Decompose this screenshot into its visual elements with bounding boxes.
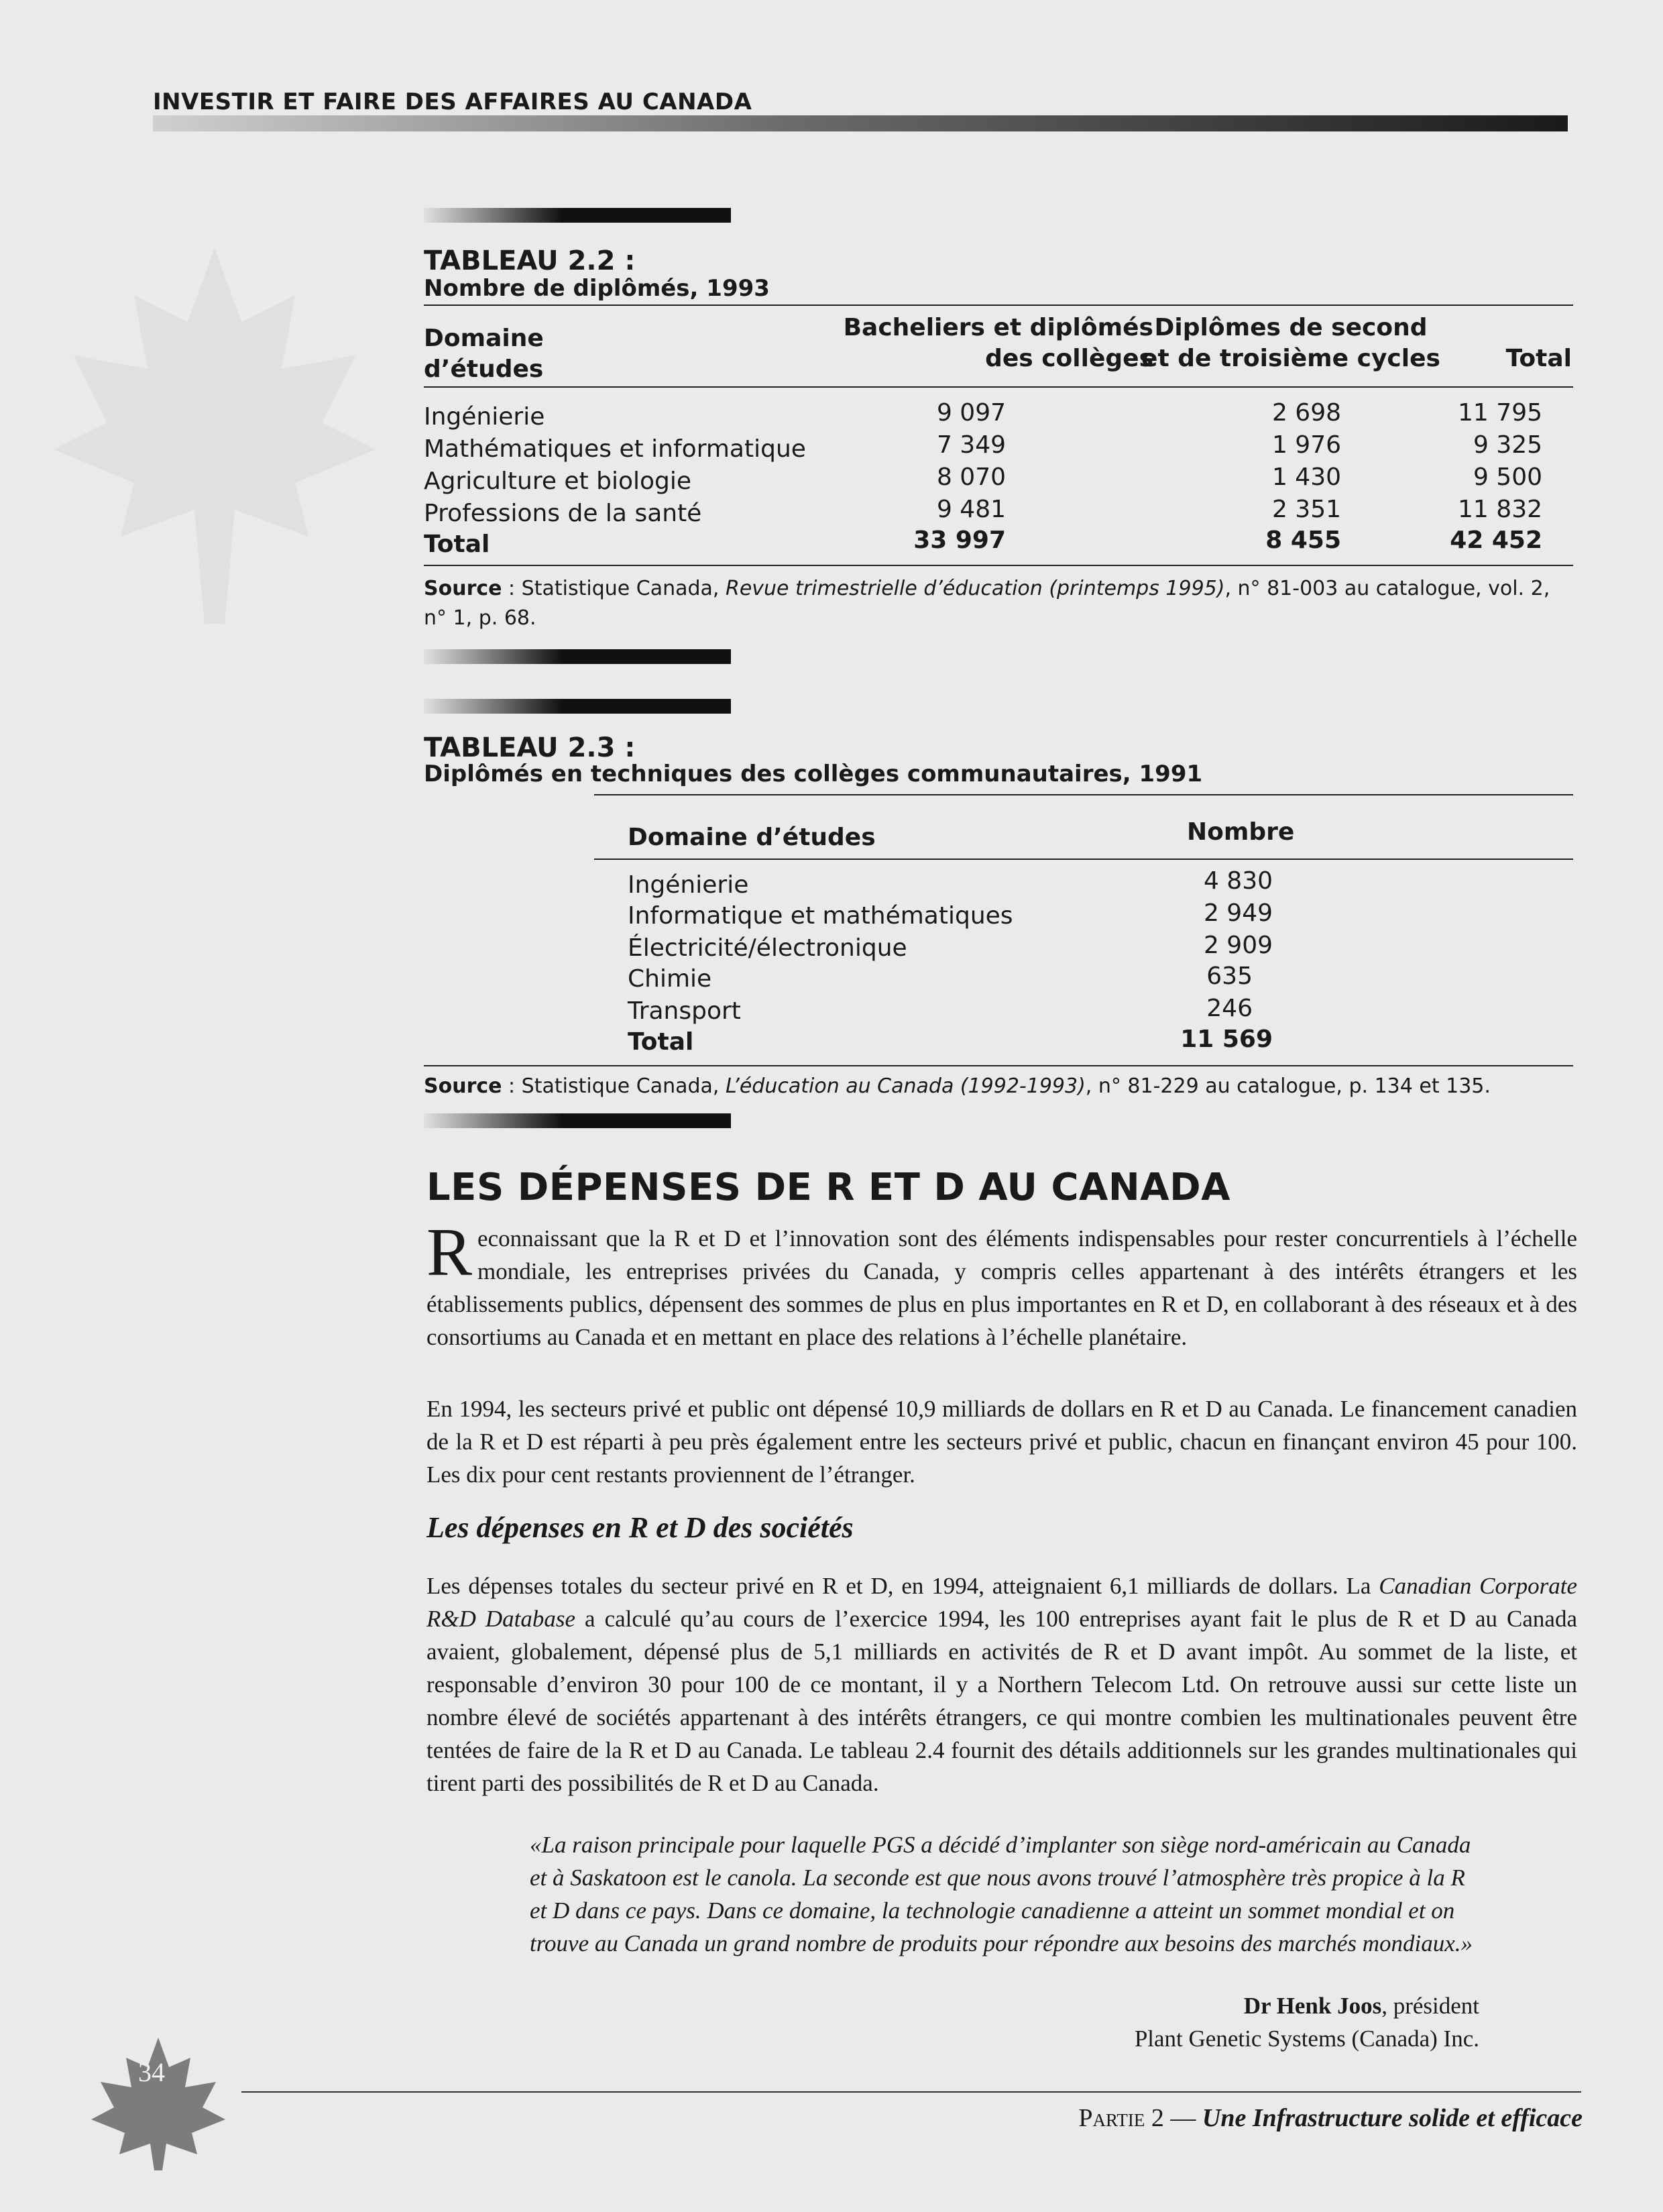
source-publication: Revue trimestrielle d’éducation (printemps 1995) bbox=[725, 577, 1225, 600]
cell-total: 11 832 bbox=[1458, 496, 1542, 523]
header-bar bbox=[153, 115, 1568, 131]
table-row: Ingénierie bbox=[628, 871, 749, 899]
table-rule bbox=[594, 794, 1573, 795]
section-bar bbox=[424, 1113, 731, 1128]
table-row bbox=[424, 498, 701, 530]
maple-leaf-icon bbox=[84, 2032, 232, 2173]
table-rule bbox=[424, 386, 1573, 388]
footer-title: Une Infrastructure solide et efficace bbox=[1202, 2104, 1583, 2132]
table-row-total bbox=[424, 529, 490, 561]
quote-attribution bbox=[1006, 1989, 1479, 2055]
quote-role: , président bbox=[1381, 1993, 1479, 2019]
quote: «La raison principale pour laquelle PGS a décidé d’implanter son siège nord-américain au Canada et à Saskatoon est le canola. La seconde est que nous avons trouvé l’atmosphère très propice à la R et D dans ce pays. Dans ce domaine, la technologie canadienne a atteint un sommet mondial et on trouve au Canada un grand nombre de produits pour répondre aux besoins des marchés mondiaux.» bbox=[530, 1832, 1473, 1956]
table-2-2-source bbox=[424, 574, 1573, 633]
table-rule bbox=[424, 305, 1573, 306]
table-row bbox=[424, 433, 806, 465]
cell-graduate: 2 698 bbox=[1271, 399, 1341, 427]
database-name: Canadian Corporate R&D Database bbox=[426, 1573, 1578, 1632]
table-2-3-source bbox=[424, 1072, 1573, 1101]
cell-domain: Mathématiques et informatique bbox=[424, 435, 806, 463]
source-publication: L’éducation au Canada (1992-1993) bbox=[725, 1074, 1086, 1098]
table-row bbox=[424, 465, 691, 498]
paragraph-text: a calculé qu’au cours de l’exercice 1994, les 100 entreprises ayant fait le plus de R et D au Canada avaient, globalement, dépensé plus de 5,1 milliards en activités de R et D avant impôt. Au sommet de la liste, et responsable d’environ 30 pour 100 de ce montant, il y a Northern Telecom Ltd. On retrouve aussi sur cette liste un nombre élevé de sociétés appartenant à des intérêts étrangers, ce qui montre combien les multinationales peuvent être tentées de faire de la R et D au Canada. Le tableau 2.4 fournit des détails additionnels sur les grandes multinationales qui tirent parti des possibilités de R et D au Canada. bbox=[426, 1606, 1577, 1796]
col-header-bachelors-l1: Bacheliers et diplômés bbox=[843, 314, 1153, 341]
col-header-graduate-l1: Diplômes de second bbox=[1154, 314, 1428, 341]
table-title-bar bbox=[424, 699, 731, 714]
table-rule bbox=[424, 1065, 1573, 1066]
paragraph-intro bbox=[426, 1215, 1577, 1353]
table-row: Électricité/électronique bbox=[628, 934, 907, 962]
table-row bbox=[424, 401, 544, 433]
cell-bachelors: 7 349 bbox=[936, 431, 1006, 459]
page-number: 34 bbox=[138, 2057, 165, 2087]
cell-number: 11 569 bbox=[1180, 1026, 1273, 1053]
cell-graduate: 2 351 bbox=[1271, 496, 1341, 523]
cell-domain: Agriculture et biologie bbox=[424, 467, 692, 495]
footer bbox=[1078, 2103, 1583, 2133]
cell-graduate: 1 976 bbox=[1271, 431, 1341, 459]
paragraph-text: econnaissant que la R et D et l’innovation sont des éléments indispensables pour rester concurrentiels à l’échelle mondiale, les entreprises privées du Canada, y compris celles appartenant à des intérêts étrangers et les établissements publics, dépensent des sommes de plus en plus importantes en R et D, en collaborant à des réseaux et à des consortiums au Canada et en mettant en place des relations à l’échelle planétaire. bbox=[426, 1225, 1577, 1350]
cell-graduate: 1 430 bbox=[1271, 463, 1341, 491]
col-header-graduate-l2: et de troisième cycles bbox=[1141, 345, 1440, 372]
cell-bachelors: 8 070 bbox=[936, 463, 1006, 491]
running-head: INVESTIR ET FAIRE DES AFFAIRES AU CANADA bbox=[153, 89, 752, 115]
table-row: Informatique et mathématiques bbox=[628, 902, 1013, 930]
cell-number: 635 bbox=[1206, 962, 1253, 990]
cell-total: 9 500 bbox=[1473, 463, 1542, 491]
table-rule bbox=[594, 859, 1573, 860]
source-text: : Statistique Canada, bbox=[502, 1074, 726, 1098]
quote-company: Plant Genetic Systems (Canada) Inc. bbox=[1134, 2026, 1479, 2052]
col-header-graduate bbox=[1140, 313, 1442, 374]
section-heading: LES DÉPENSES DE R ET D AU CANADA bbox=[426, 1166, 1230, 1209]
table-row: Transport bbox=[628, 997, 741, 1025]
col-header-bachelors bbox=[791, 313, 1153, 374]
cell-total: 9 325 bbox=[1473, 431, 1542, 459]
col-header-domain: Domaine d’études bbox=[628, 824, 876, 851]
quote-author: Dr Henk Joos bbox=[1243, 1993, 1382, 2019]
maple-leaf-watermark-icon bbox=[40, 221, 389, 651]
source-text: , n° 81-003 au catalogue, vol. 2, bbox=[1224, 577, 1550, 600]
cell-total: 11 795 bbox=[1458, 399, 1542, 427]
paragraph-funding: En 1994, les secteurs privé et public ont dépensé 10,9 milliards de dollars en R et D au Canada. Le financement canadien de la R et D est réparti à peu près également entre les secteurs privé et public, chacun en finançant environ 45 pour 100. Les dix pour cent restants proviennent de l’étranger. bbox=[426, 1396, 1577, 1488]
col-header-domain-l1: Domaine bbox=[424, 325, 544, 352]
cell-total: 42 452 bbox=[1450, 527, 1542, 554]
cell-number: 2 949 bbox=[1203, 899, 1273, 927]
cell-domain: Total bbox=[424, 531, 490, 558]
cell-domain: Professions de la santé bbox=[424, 500, 702, 527]
cell-number: 246 bbox=[1206, 995, 1253, 1022]
subheading: Les dépenses en R et D des sociétés bbox=[426, 1511, 854, 1544]
table-2-2-subtitle: Nombre de diplômés, 1993 bbox=[424, 275, 770, 302]
table-row-total: Total bbox=[628, 1028, 694, 1056]
cell-graduate: 8 455 bbox=[1265, 527, 1341, 554]
paragraph-corporate bbox=[426, 1569, 1577, 1800]
col-header-bachelors-l2: des collèges bbox=[985, 345, 1153, 372]
footer-part: Partie 2 — bbox=[1078, 2104, 1202, 2132]
source-label: Source bbox=[424, 577, 502, 600]
dropcap: R bbox=[426, 1215, 473, 1290]
source-label: Source bbox=[424, 1074, 502, 1098]
source-text: , n° 81-229 au catalogue, p. 134 et 135. bbox=[1085, 1074, 1491, 1098]
source-text: : Statistique Canada, bbox=[502, 577, 726, 600]
table-row: Chimie bbox=[628, 965, 712, 993]
table-rule bbox=[424, 565, 1573, 566]
paragraph-text: Les dépenses totales du secteur privé en R et D, en 1994, atteignaient 6,1 milliards de dollars. La bbox=[426, 1573, 1379, 1599]
footer-rule bbox=[241, 2091, 1581, 2093]
cell-number: 4 830 bbox=[1203, 867, 1273, 895]
source-text: n° 1, p. 68. bbox=[424, 606, 536, 630]
table-title-bar bbox=[424, 649, 731, 664]
cell-number: 2 909 bbox=[1203, 932, 1273, 959]
col-header-domain bbox=[424, 323, 544, 385]
table-2-2-title: TABLEAU 2.2 : bbox=[424, 245, 636, 276]
table-2-3-title: TABLEAU 2.3 : bbox=[424, 732, 636, 763]
cell-bachelors: 33 997 bbox=[913, 527, 1006, 554]
col-header-domain-l2: d’études bbox=[424, 355, 544, 383]
col-header-total: Total bbox=[1505, 345, 1572, 372]
cell-bachelors: 9 097 bbox=[936, 399, 1006, 427]
col-header-number: Nombre bbox=[1187, 818, 1295, 846]
table-2-3-subtitle: Diplômés en techniques des collèges communautaires, 1991 bbox=[424, 761, 1203, 787]
cell-bachelors: 9 481 bbox=[936, 496, 1006, 523]
table-title-bar bbox=[424, 208, 731, 223]
cell-domain: Ingénierie bbox=[424, 403, 545, 431]
